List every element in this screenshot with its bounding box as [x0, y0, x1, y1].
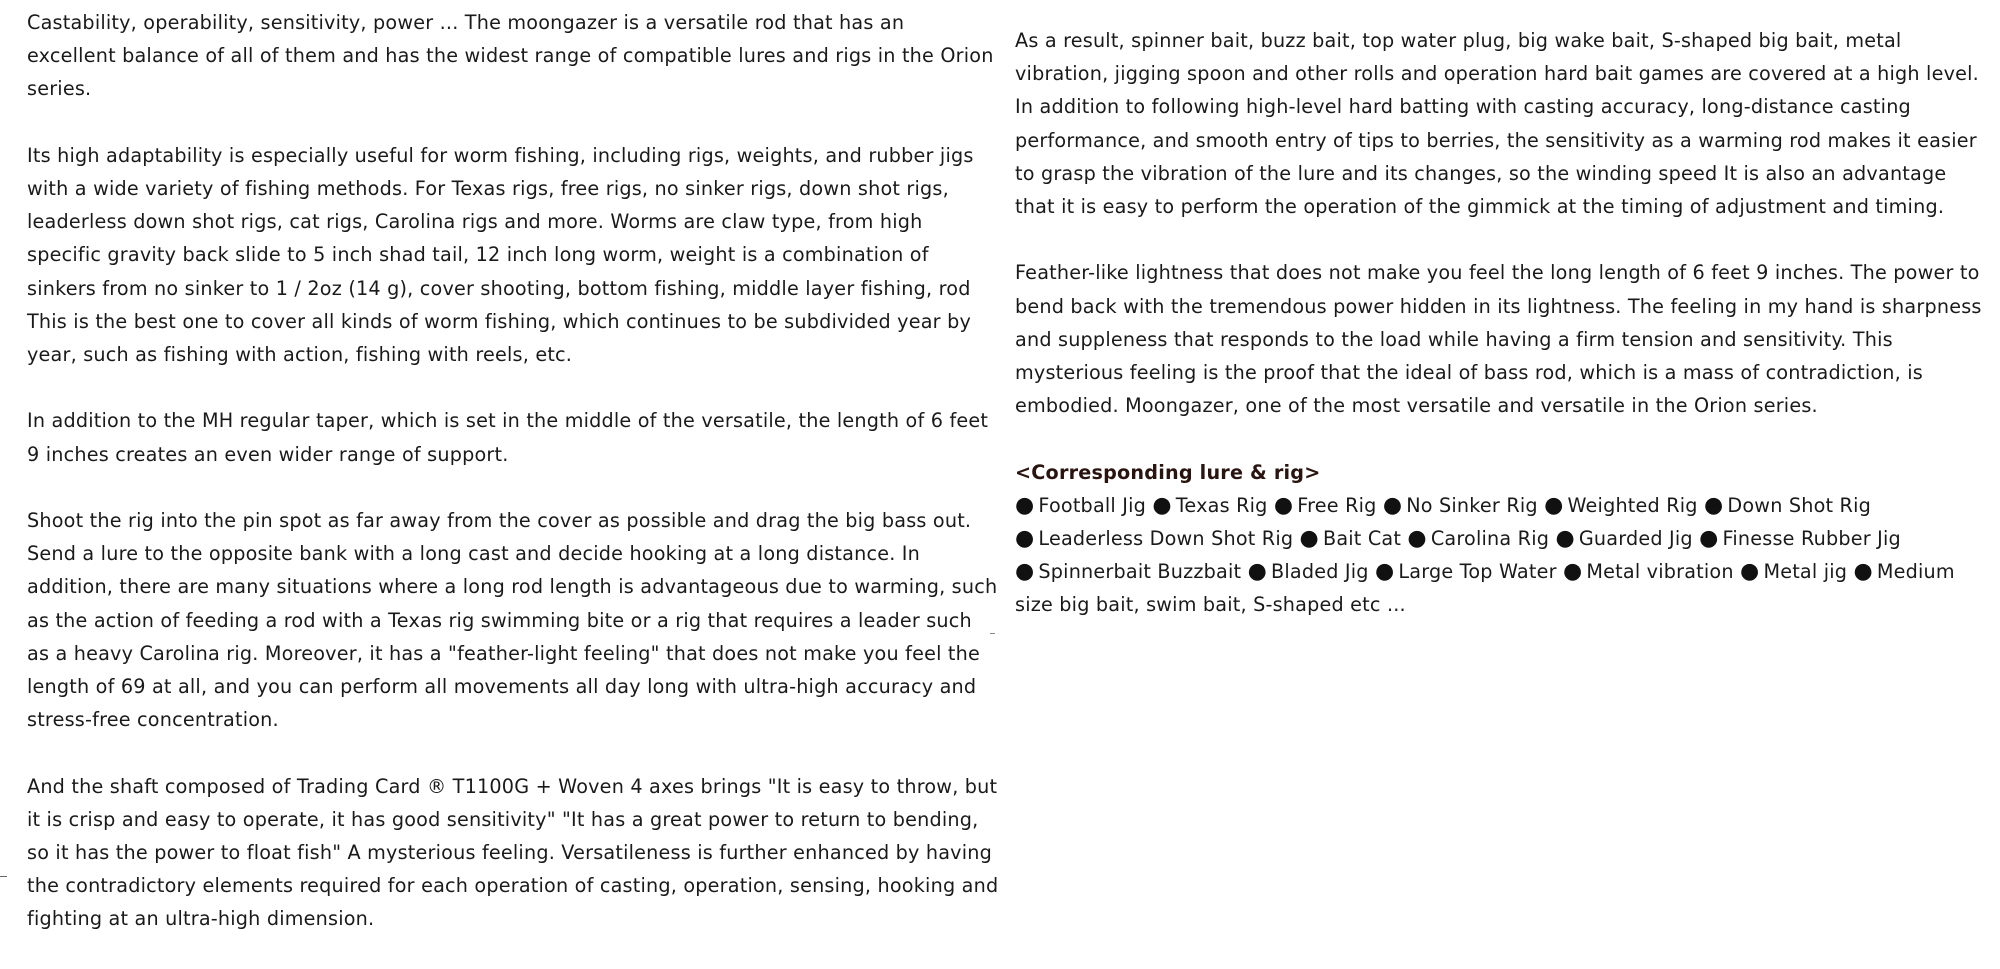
intro-paragraph: Castability, operability, sensitivity, power ... The moongazer is a versatile rod that has an excellent balance of all of them and has the widest range of compatible lures and rigs in the Orion series. [27, 11, 994, 101]
rig-item: Down Shot Rig [1727, 493, 1872, 517]
rig-item: Large Top Water [1398, 560, 1557, 584]
rig-item: Leaderless Down Shot Rig [1038, 527, 1294, 551]
bullet-icon: ● [1699, 526, 1719, 552]
corner-mark [0, 876, 7, 877]
bullet-icon: ● [1407, 526, 1427, 552]
rig-section-heading: <Corresponding lure & rig> [1015, 460, 1321, 484]
shaft-paragraph: And the shaft composed of Trading Card ® T1100G + Woven 4 axes brings "It is easy to throw, but it is crisp and easy to operate, it has good sensitivity" "It has a great power to return to bending, so it has the power to float fish" A mysterious feeling. Versatileness is further enhanced by having the contradictory elements required for each operation of casting, operation, sensing, hooking and fighting at an ultra-high dimension. [27, 774, 999, 931]
bullet-icon: ● [1740, 559, 1760, 585]
adaptability-paragraph: Its high adaptability is especially useful for worm fishing, including rigs, weights, and rubber jigs with a wide variety of fishing methods. For Texas rigs, free rigs, no sinker rigs, down shot rigs, leaderless down shot rigs, cat rigs, Carolina rigs and more. Worms are claw type, from high specific gravity back slide to 5 inch shad tail, 12 inch long worm, weight is a combination of sinkers from no sinker to 1 / 2oz (14 g), cover shooting, bottom fishing, middle layer fishing, rod This is the best one to cover all kinds of worm fishing, which continues to be subdivided year by year, such as fishing with action, fishing with reels, etc. [27, 143, 974, 367]
hard-bait-paragraph: As a result, spinner bait, buzz bait, top water plug, big wake bait, S-shaped big bait, metal vibration, jigging spoon and other rolls and operation hard bait games are covered at a high level. In addition to following high-level hard batting with casting accuracy, long-distance casting performance, and smooth entry of tips to berries, the sensitivity as a warming rod makes it easier to grasp the vibration of the lure and its changes, so the winding speed It is also an advantage that it is easy to perform the operation of the gimmick at the timing of adjustment and timing. [1015, 29, 1979, 219]
long-cast-paragraph: Shoot the rig into the pin spot as far away from the cover as possible and drag the big bass out. Send a lure to the opposite bank with a long cast and decide hooking at a long distance. In addition, there are many situations where a long rod length is advantageous due to warming, such as the action of feeding a rod with a Texas rig swimming bite or a rig that requires a leader such as a heavy Carolina rig. Moreover, it has a "feather-light feeling" that does not make you feel the length of 69 at all, and you can perform all movements all day long with ultra-high accuracy and stress-free concentration. [27, 509, 998, 732]
taper-paragraph: In addition to the MH regular taper, which is set in the middle of the versatile, the length of 6 feet 9 inches creates an even wider range of support. [27, 409, 989, 466]
bullet-icon: ● [1273, 492, 1294, 518]
rig-item: Free Rig [1297, 493, 1377, 517]
rig-item: Carolina Rig [1430, 527, 1550, 551]
rig-item: Finesse Rubber Jig [1722, 527, 1901, 551]
bullet-icon: ● [1853, 559, 1873, 585]
bullet-icon: ● [1015, 492, 1035, 518]
lightness-paragraph: Feather-like lightness that does not make you feel the long length of 6 feet 9 inches. The power to bend back with the tremendous power hidden in its lightness. The feeling in my hand is sharpness and suppleness that responds to the load while having a firm tension and sensitivity. This mysterious feeling is the proof that the ideal of bass rod, which is a mass of contradiction, is embodied. Moongazer, one of the most versatile and versatile in the Orion series. [1015, 261, 1982, 418]
bullet-icon: ● [1247, 559, 1267, 585]
rig-item: Spinnerbait Buzzbait [1038, 560, 1242, 584]
rig-item: Guarded Jig [1578, 527, 1693, 551]
right-column [1015, 24, 1990, 622]
bullet-icon: ● [1382, 492, 1403, 518]
rig-item: Bladed Jig [1270, 560, 1369, 584]
rig-item: Football Jig [1038, 493, 1147, 517]
bullet-icon: ● [1152, 492, 1172, 518]
rig-item: Metal jig [1763, 560, 1848, 584]
rig-item: Bait Cat [1322, 527, 1402, 551]
rig-item: Texas Rig [1175, 493, 1268, 517]
rig-item: No Sinker Rig [1406, 493, 1538, 517]
bullet-icon: ● [1562, 559, 1583, 585]
rig-list [1015, 489, 1990, 622]
rig-item: Metal vibration [1586, 560, 1734, 584]
bullet-icon: ● [1555, 526, 1575, 552]
bullet-icon: ● [1015, 559, 1035, 585]
bullet-icon: ● [1703, 492, 1724, 518]
bullet-icon: ● [1544, 492, 1564, 518]
rig-section [1015, 456, 1990, 622]
rig-item: Weighted Rig [1567, 493, 1698, 517]
left-column [27, 0, 999, 969]
bullet-icon: ● [1299, 526, 1319, 552]
rig-item: Medium size big bait, swim bait, S-shaped etc ... [1015, 560, 1955, 617]
divider-mark [990, 633, 995, 634]
bullet-icon: ● [1374, 559, 1395, 585]
bullet-icon: ● [1015, 526, 1035, 552]
